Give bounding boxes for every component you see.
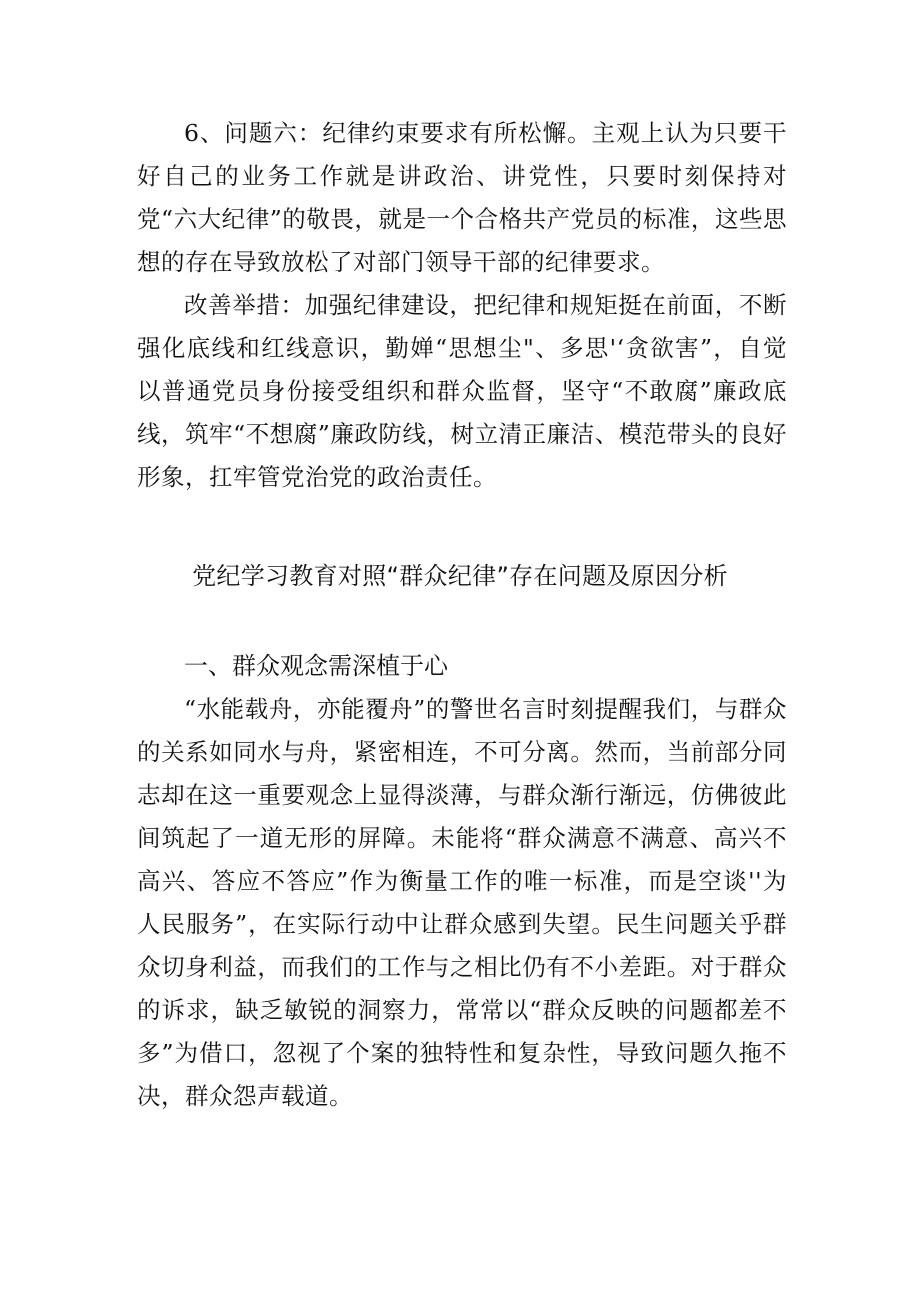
document-title: 党纪学习教育对照“群众纪律”存在问题及原因分析 bbox=[192, 562, 728, 590]
paragraph-mass-view: “水能载舟，亦能覆舟”的警世名言时刻提醒我们，与群众的关系如同水与舟，紧密相连，不可分离。然而，当前部分同志却在这一重要观念上显得淡薄，与群众渐行渐远，仿佛彼此间筑起了一道无形的屏障。未能将“群众满意不满意、高兴不高兴、答应不答应”作为衡量工作的唯一标准，而是空谈''为人民服务”，在实际行动中让群众感到失望。民生问题关乎群众切身利益，而我们的工作与之相比仍有不小差距。对于群众的诉求，缺乏敏锐的洞察力，常常以“群众反映的问题都差不多”为借口，忽视了个案的独特性和复杂性，导致问题久拖不决，群众怨声载道。 bbox=[137, 695, 787, 1110]
paragraph-improvement-measures: 改善举措：加强纪律建设，把纪律和规矩挺在前面，不断强化底线和红线意识，勤婵“思想尘"、多思'‘贪欲害”，自觉以普通党员身份接受组织和群众监督，坚守“不敢腐”廉政底线，筑牢“不想腐”廉政防线，树立清正廉洁、模范带头的良好形象，扛牢管党治党的政治责任。 bbox=[137, 291, 787, 491]
paragraph-issue-six: 6、问题六：纪律约束要求有所松懈。主观上认为只要干好自己的业务工作就是讲政治、讲党性，只要时刻保持对党“六大纪律”的敬畏，就是一个合格共产党员的标准，这些思想的存在导致放松了对部门领导干部的纪律要求。 bbox=[137, 119, 787, 276]
section-heading: 一、群众观念需深植于心 bbox=[184, 652, 448, 680]
